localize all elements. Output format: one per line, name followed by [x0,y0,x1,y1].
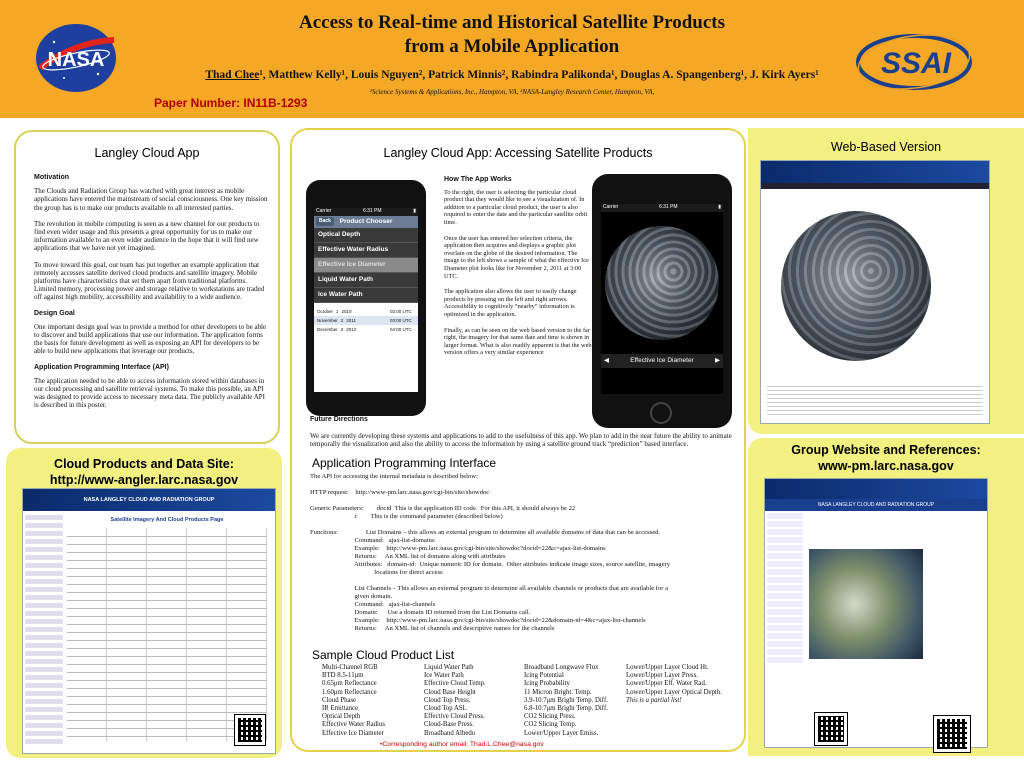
web-based-title: Web-Based Version [830,140,942,154]
ssai-logo [852,30,972,94]
product-item: Cloud-Base Press. [424,721,474,729]
api-line: Command: ajax-list-domains [310,537,435,544]
product-item: Cloud Base Height [424,688,476,696]
product-item: This is a partial list! [626,696,682,704]
motivation-heading: Motivation [34,174,69,181]
api-line: given domain. [310,593,393,600]
picker-row[interactable]: December 3 2012 [317,327,357,332]
product-list-table [322,664,742,738]
how-p1: To the right, the user is selecting the particular cloud product that they would like to see a visualization of. In addition to a particular cloud product, the user is also required to enter the date and the particular satellite orbit time. [444,188,588,226]
how-p3: The application also allows the user to easily change products by pressing on the left and right arrows. Accessibility to cognitively “nearby” information is optimized in the application. [444,288,577,318]
api-line [310,577,740,585]
product-item: Effective Cloud Press. [424,713,485,721]
product-option[interactable]: Effective Water Radius [314,243,418,258]
panel-title: Langley Cloud App: Accessing Satellite Products [383,146,653,160]
motivation-p1: The Clouds and Radiation Group has watched with great interest as mobile applications have entered the mainstream of social consciousness. One key mission the group has is to make our products available to all interested parties. [34,187,268,212]
product-option[interactable]: Effective Ice Diameter [314,258,418,273]
product-item: Broadband Longwave Flux [524,664,599,671]
qr-code [934,716,970,752]
product-item: IR Emittance [322,705,359,713]
how-p2: Once the user has entered her selection criteria, the application then acquires and displays a graphic plot overlain on the globe of the desired information. The image to the left shows a sample of what the effective Ice Diameter plot looks like for November 2, 2011 at 3:00 UTC. [444,234,589,280]
phone-map-view: Carrier 6:31 PM ▮ ◀ Effective Ice Diameter ▶ [592,174,732,428]
cloud-products-site-screenshot [22,488,276,754]
web-version-screenshot [760,160,990,424]
api-section-title: Application Programming Interface [312,456,497,470]
cloud-title-line2: http://www-angler.larc.nasa.gov [49,473,239,487]
design-paragraph: One important design goal was to provide a method for other developers to be able to discover and build applications that use our information. The application forms the basis for future development as well as exposing an API for developers to be able to build new applications that leverage our products. [34,322,267,356]
product-item: Lower/Upper Layer Optical Depth. [626,688,722,696]
how-heading: How The App Works [444,176,512,183]
product-column [524,664,626,738]
group-website-title [748,442,1024,474]
api-line: Example: http://www-pm.larc.nasa.gov/cgi-bin/site/showdoc?docid=22&c=ajax-list-domains [310,545,606,552]
api-line: Example: http://www-pm.larc.nasa.gov/cgi-bin/site/showdoc?docid=22&domain-id=4&c=ajax-list-channels [310,617,646,624]
api-paragraph: The application needed to be able to access information stored within databases in our cloud processing and satellite retrieval systems. To make this possible, an API was designed to provide access to necessary meta data. The publicly available API is described in this poster. [34,376,265,410]
product-item: Liquid Water Path [424,664,474,671]
api-line: The API for accessing the internal metadata is described below: [310,473,478,480]
chooser-navbar: Back Product Chooser [314,216,418,228]
cloud-title-line1: Cloud Products and Data Site: [54,457,234,471]
map-label-bar [601,354,723,368]
utc-option[interactable]: 02:00 UTC [390,309,412,314]
product-item: 11 Micron Bright. Temp. [524,688,592,696]
affiliations: ¹Science Systems & Applications, Inc., Hampton, VA, ²NASA-Langley Research Center, Hampton, VA, [369,88,655,96]
product-column [626,664,742,738]
product-item: 6.8-10.7μm Bright Temp. Diff. [524,705,608,713]
api-line [310,521,740,529]
group-site-heading: NASA LANGLEY CLOUD AND RADIATION GROUP [765,499,987,511]
nasa-logo-text: NASA [47,49,105,71]
product-item: 0.65μm Reflectance [322,680,377,688]
product-item: Cloud Phase [322,696,357,704]
product-item: Multi-Channel RGB [322,664,378,671]
api-line: locations for direct access [310,569,443,576]
sample-list-title: Sample Cloud Product List [312,648,455,662]
prev-product-arrow[interactable]: ◀ [604,357,609,364]
group-title-line1: Group Website and References: [791,443,981,457]
future-directions [310,416,736,449]
design-heading: Design Goal [34,309,75,317]
next-product-arrow[interactable]: ▶ [715,357,720,364]
map-product-label: Effective Ice Diameter [630,357,694,364]
corresponding-author: •Corresponding author email: Thad.L.Chee@nasa.gov [380,741,544,748]
panel-title: Langley Cloud App [94,146,200,160]
api-line [310,497,740,505]
picker-row[interactable]: October 1 2010 [317,309,352,314]
product-item: Optical Depth [322,713,361,721]
product-column [424,664,524,738]
phone-product-chooser [306,180,426,416]
api-line: Generic Parameters: docid This is the application ID code. For this API, it should always be 22 [310,505,576,512]
product-item: Icing Probability [524,680,570,688]
status-bar: Carrier 6:31 PM ▮ [314,208,418,216]
motivation-p2: The revolution in mobile computing is seen as a new channel for our products to find even wider usage and this presents a great opportunity for us to make our information available to an even wider audience in the hope that it will find new applications that we have not yet imagined. [34,219,260,253]
api-description [310,473,740,633]
api-line: HTTP request: http://www-pm.larc.nasa.gov/cgi-bin/site/showdoc [310,489,490,496]
ssai-logo-text: SSAI [880,47,952,80]
how-p4: Finally, as can be seen on the web based version to the far right, the imagery for that same date and time is shown in larger format. What is also readily apparent is that the web version offers a very similar experience [444,326,592,357]
poster-header [0,0,1024,118]
globe-map [605,226,719,340]
product-item: CO2 Slicing Temp. [524,721,577,729]
api-heading: Application Programming Interface (API) [34,363,169,371]
how-it-works-text [444,176,594,365]
api-line: c This is the command parameter (described below) [310,513,503,520]
product-item: Effective Cloud Temp. [424,680,486,688]
product-item: Lower/Upper Layer Cloud Ht. [626,664,709,671]
api-line: Functions: List Domains – this allows an external program to determine all available domains of data that can be accessed. [310,529,661,536]
cloud-products-title [6,456,282,488]
other-authors: ¹, Matthew Kelly¹, Louis Nguyen², Patrick Minnis², Rabindra Palikonda¹, Douglas A. Spangenberg¹, J. Kirk Ayers¹ [259,69,819,81]
product-item: Broadband Albedo [424,729,476,737]
api-line: Command: ajax-list-channels [310,601,436,608]
panel-langley-cloud-app [14,130,280,444]
future-paragraph: We are currently developing these systems and applications to add to the usefulness of this app. We plan to add in the near future the ability to animate temporally the visualization and also the ability to access the information by using a satellite ground track “prediction” based interface. [310,432,732,449]
product-item: Effective Water Radius [322,721,385,729]
product-item: Ice Water Path [424,672,464,680]
product-item: BTD 8.5-11μm [322,672,364,680]
product-list [314,228,418,303]
date-picker[interactable] [314,307,418,334]
group-title-line2: www-pm.larc.nasa.gov [818,459,954,473]
api-line: Attributes: domain-id: Unique numeric ID for domain. Other attributes indicate image sizes, source satellite, imagery [310,561,671,568]
group-site-screenshot [764,478,988,748]
product-item: Cloud Top ASL [424,705,467,713]
qr-code [235,715,265,745]
product-item: Lower/Upper Layer Emiss. [524,729,599,737]
product-item: CO2 Slicing Press. [524,713,576,721]
poster-title-line1: Access to Real-time and Historical Satellite Products [298,12,725,33]
utc-option[interactable]: 04:00 UTC [390,327,412,332]
qr-code [815,713,847,745]
api-line: Domain: Use a domain ID returned from the List Domains call. [310,609,531,616]
product-item: 1.60μm Reflectance [322,688,377,696]
product-item: 3.9-10.7μm Bright Temp. Diff. [524,696,608,704]
utc-option[interactable]: 03:00 UTC [390,316,418,325]
api-line [310,481,740,489]
cloud-site-heading: NASA LANGLEY CLOUD AND RADIATION GROUP [23,489,275,511]
product-item: Lower/Upper Eff. Water Rad. [626,680,707,688]
api-line: Returns: An XML list of channels and descriptive names for the channels [310,625,555,632]
cloud-site-subheading: Satellite Imagery And Cloud Products Page [110,517,224,523]
api-line: Returns: An XML list of domains along with attributes [310,553,506,560]
product-item: Effective Ice Diameter [322,729,384,737]
motivation-p3: To move toward this goal, our team has put together an example application that remotely accesses satellite derived cloud products and satellite imagery. Mobile platforms have characteristics that set them apart from traditional platforms. Limited memory, processing power and storage relative to workstations are traded off against high mobility, accessibility and availability to a wide audience. [34,260,265,302]
picker-row[interactable]: November 2 2011 [314,316,390,325]
future-heading: Future Directions [310,416,368,423]
product-option[interactable]: Optical Depth [314,228,418,243]
product-item: Icing Potential [524,672,564,680]
paper-number: Paper Number: IN11B-1293 [154,96,308,110]
product-item: Lower/Upper Layer Press. [626,672,698,680]
product-option[interactable]: Ice Water Path [314,288,418,303]
lead-author: Thad Chee [205,69,260,81]
product-column [322,664,424,738]
poster-title-line2: from a Mobile Application [404,36,620,57]
back-button[interactable]: Back [316,217,334,226]
api-line: List Channels – This allows an external program to determine all available channels or products that are available for a [310,585,669,592]
product-option[interactable]: Liquid Water Path [314,273,418,288]
product-item: Cloud Top Press. [424,696,471,704]
